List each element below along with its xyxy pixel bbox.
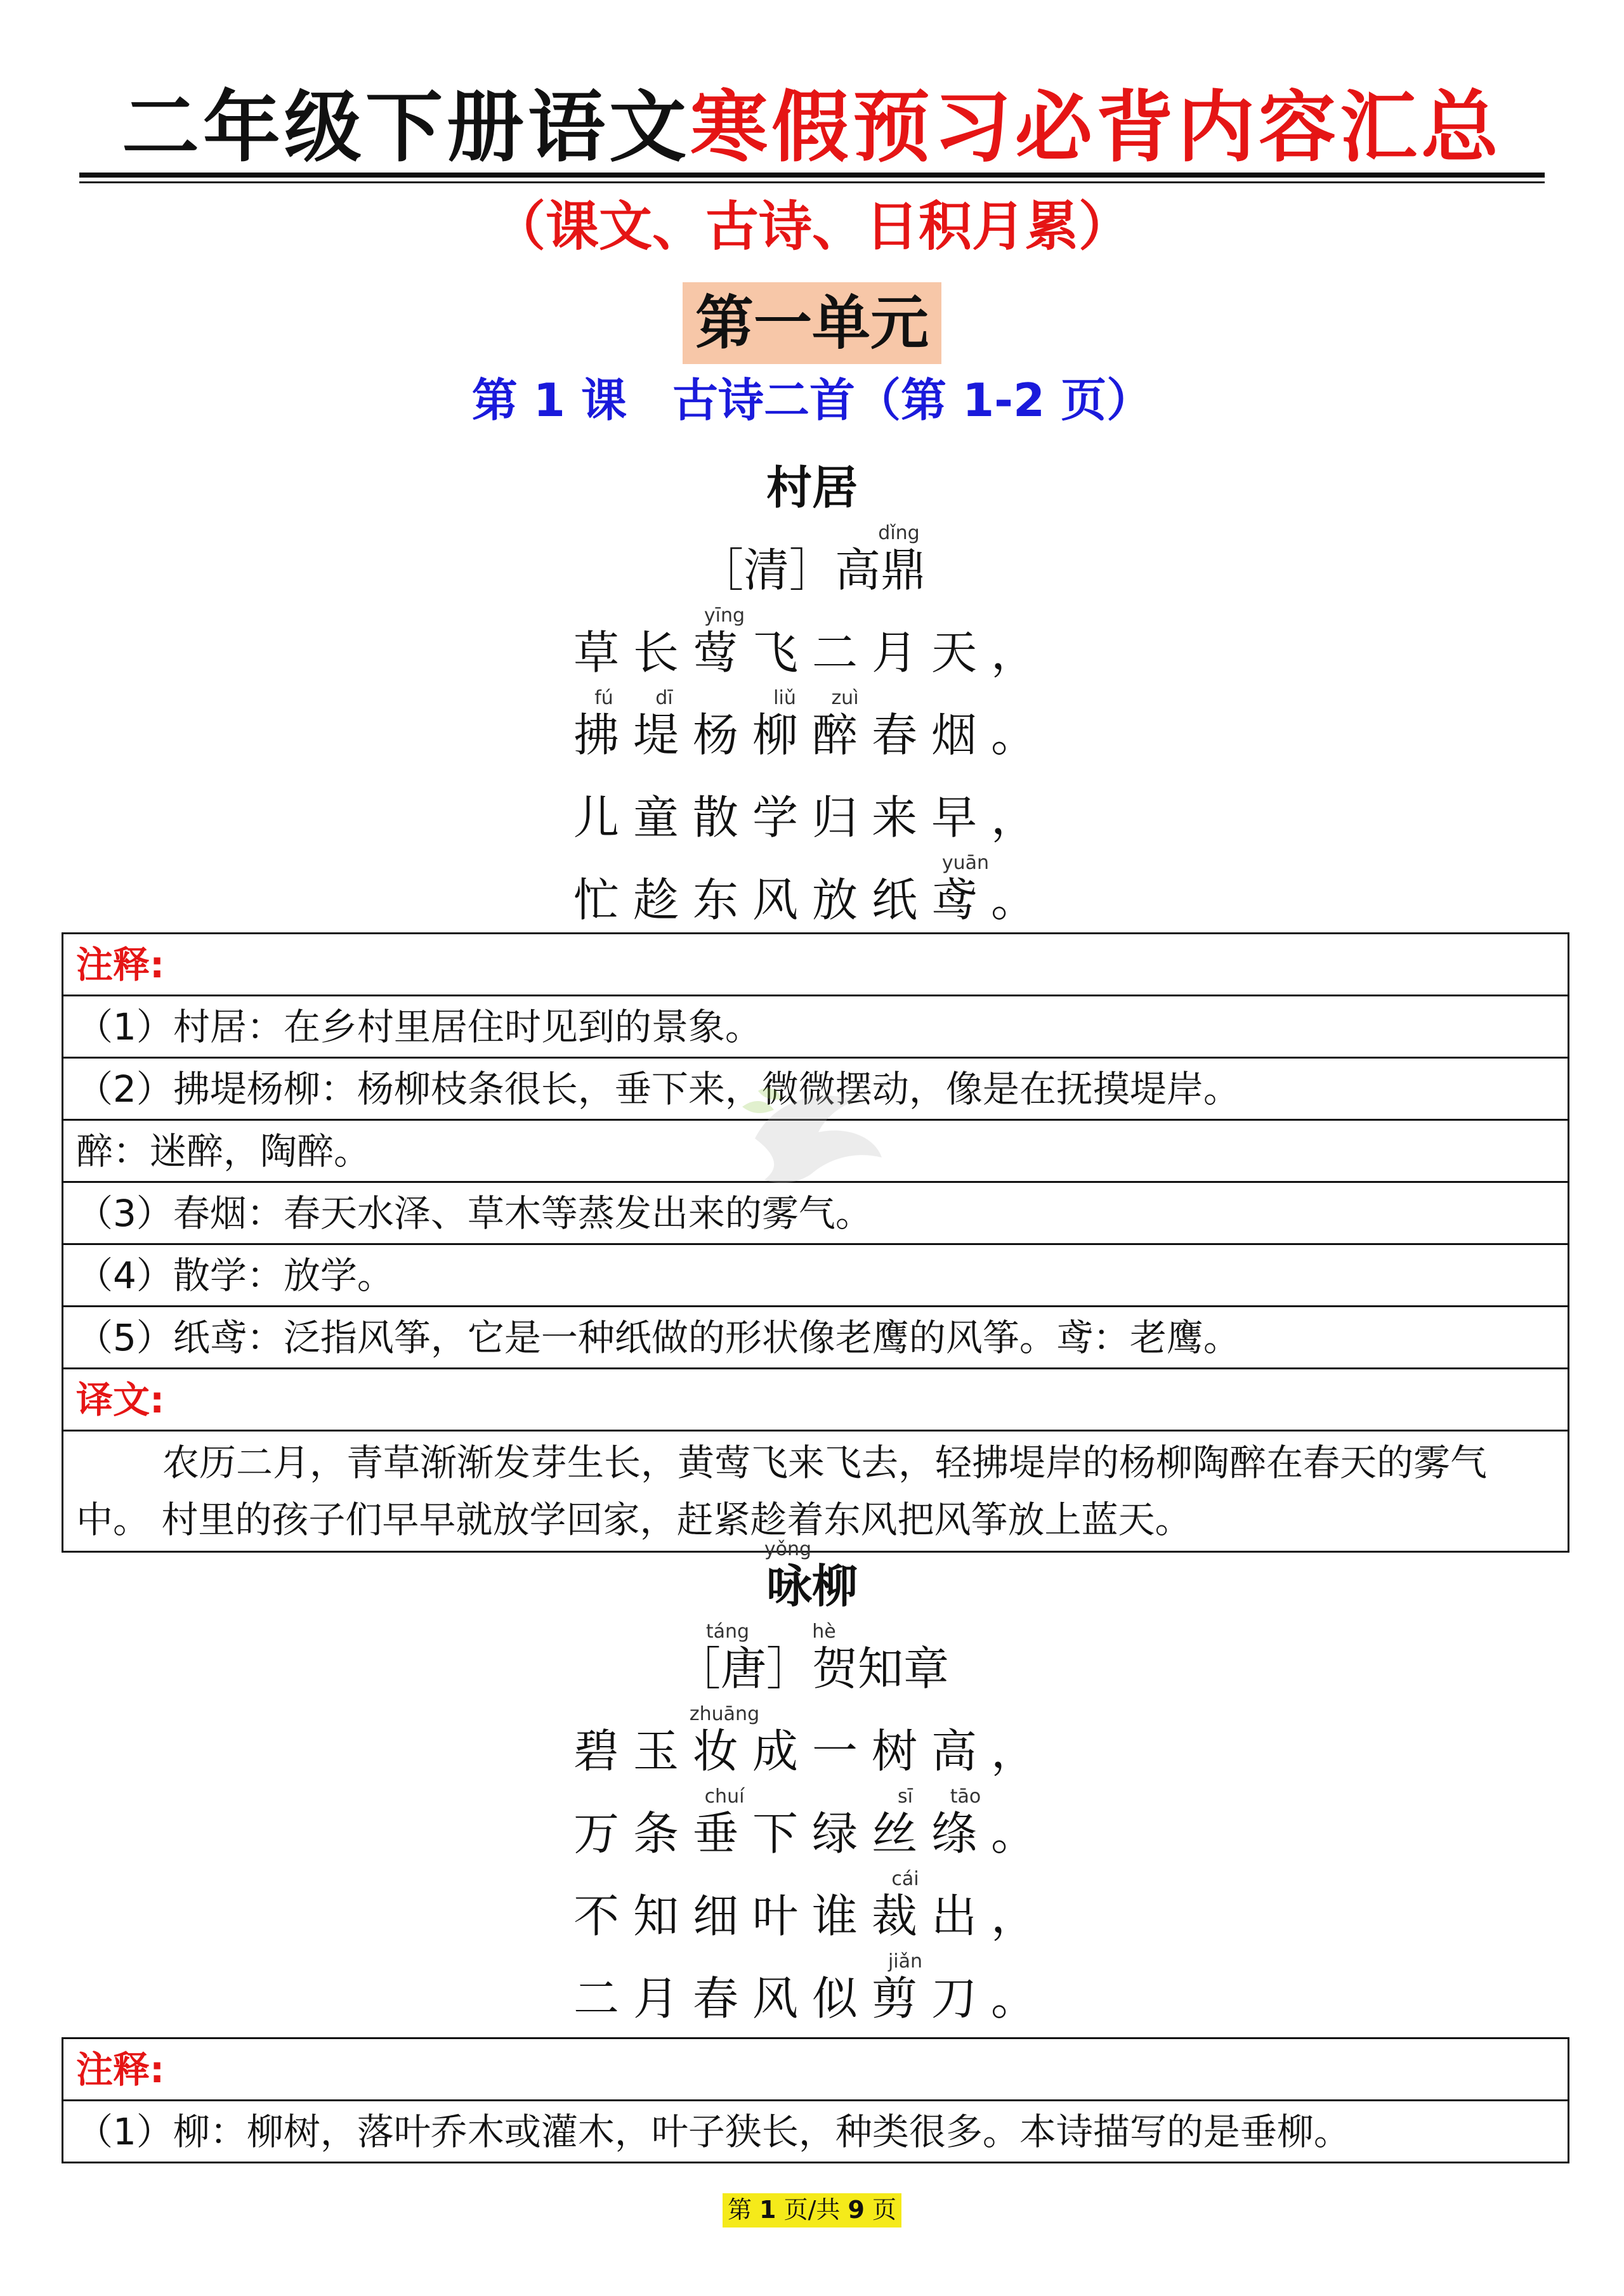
pinyin: hè [812, 1621, 836, 1643]
poem1-line: 忙趁东风放纸鸢。 [573, 873, 1051, 927]
note-item: （4）散学：放学。 [63, 1244, 1569, 1307]
poem2-line: 万条垂下绿丝绦。 [573, 1807, 1051, 1860]
unit-heading: 第一单元 [683, 282, 941, 364]
current-page: 1 [759, 2196, 776, 2224]
poem2-line: 二月春风似剪刀。 [573, 1972, 1051, 2025]
poem1-line: 草长莺飞二月天， [573, 626, 1051, 679]
pinyin: chuí [704, 1785, 745, 1808]
translation-text: 农历二月，青草渐渐发芽生长，黄莺飞来飞去，轻拂堤岸的杨柳陶醉在春天的雾气中。 村里的孩子们早早就放学回家，赶紧趁着东风把风筝放上蓝天。 [63, 1431, 1569, 1552]
poem2-title: 咏柳 [766, 1560, 858, 1613]
pinyin: jiǎn [887, 1950, 923, 1973]
table-row [63, 1431, 1569, 1552]
note-item: （1）村居：在乡村里居住时见到的景象。 [63, 996, 1569, 1058]
pinyin: yǒng [764, 1538, 812, 1560]
footer-middle: 页/共 [783, 2196, 841, 2224]
pinyin: liǔ [773, 687, 796, 709]
title-black: 二年级下册语文 [122, 82, 690, 173]
pinyin: dī [655, 687, 673, 709]
poem1-line: 拂堤杨柳醉春烟。 [573, 708, 1051, 762]
table-row [63, 2038, 1569, 2101]
note-item: 醉：迷醉，陶醉。 [63, 1120, 1569, 1182]
dove-icon [730, 1062, 894, 1208]
pinyin: zuì [831, 687, 859, 709]
document-title [0, 82, 1624, 173]
table-row [63, 1369, 1569, 1431]
pinyin: cái [891, 1868, 919, 1890]
pinyin: fú [594, 687, 613, 709]
note-item: （1）柳：柳树，落叶乔木或灌木，叶子狭长，种类很多。本诗描写的是垂柳。 [63, 2101, 1569, 2163]
note-item: （2）拂堤杨柳：杨柳枝条很长，垂下来，微微摆动，像是在抚摸堤岸。 [63, 1058, 1569, 1120]
title-rule-thin [79, 181, 1545, 183]
notes-table-poem1 [62, 932, 1569, 1553]
notes-label: 注释: [63, 934, 1569, 996]
title-red: 寒假预习必背内容汇总 [690, 82, 1502, 173]
page-footer [0, 2193, 1624, 2228]
pinyin: dǐng [878, 522, 920, 544]
notes-label: 注释: [63, 2038, 1569, 2101]
table-row [63, 1307, 1569, 1369]
poem2-line: 碧玉妆成一树高， [573, 1725, 1051, 1778]
poem1-title: 村居 [766, 461, 858, 514]
total-pages: 9 [848, 2196, 865, 2224]
poem2-author: ［唐］贺知章 [674, 1642, 949, 1695]
pinyin: tāo [950, 1785, 981, 1808]
pinyin: yīng [704, 604, 745, 627]
pinyin: sī [898, 1785, 913, 1808]
note-item: （3）春烟：春天水泽、草木等蒸发出来的雾气。 [63, 1182, 1569, 1244]
subtitle: （课文、古诗、日积月累） [492, 195, 1132, 258]
lesson-heading: 第 1 课 古诗二首（第 1-2 页） [471, 374, 1153, 427]
note-item: （5）纸鸢：泛指风筝，它是一种纸做的形状像老鹰的风筝。鸢：老鹰。 [63, 1307, 1569, 1369]
notes-table-poem2 [62, 2037, 1569, 2163]
poem1-line: 儿童散学归来早， [573, 791, 1051, 844]
pinyin: yuān [941, 852, 990, 874]
poem2-line: 不知细叶谁裁出， [573, 1889, 1051, 1943]
table-row [63, 1244, 1569, 1307]
translation-label: 译文: [63, 1369, 1569, 1431]
table-row [63, 934, 1569, 996]
title-rule-thick [79, 173, 1545, 178]
page-number-badge [723, 2193, 901, 2228]
table-row [63, 996, 1569, 1058]
table-row [63, 2101, 1569, 2163]
unit-heading-wrap [0, 282, 1624, 364]
footer-prefix: 第 [727, 2196, 752, 2224]
poem1-author: ［清］高鼎 [697, 544, 926, 597]
pinyin: zhuāng [689, 1703, 760, 1725]
footer-suffix: 页 [872, 2196, 897, 2224]
pinyin: táng [705, 1621, 750, 1643]
